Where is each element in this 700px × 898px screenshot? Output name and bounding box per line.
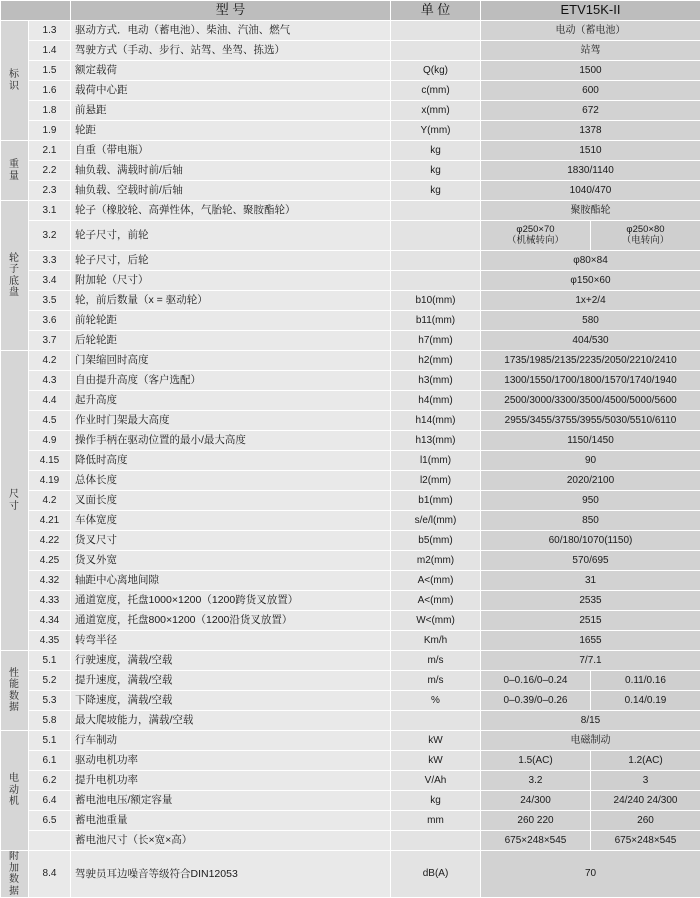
row-value-2: 0.14/0.19 [591,691,700,711]
table-row [1,81,700,101]
row-label: 作业时门架最大高度 [71,411,391,431]
row-value: 1830/1140 [481,161,700,181]
row-number: 1.9 [29,121,71,141]
table-row [1,791,700,811]
row-label: 轴负载、满载时前/后轴 [71,161,391,181]
row-number: 4.5 [29,411,71,431]
row-number: 1.4 [29,41,71,61]
row-unit: % [391,691,481,711]
header-blank [1,1,71,21]
row-number: 3.5 [29,291,71,311]
table-row [1,21,700,41]
table-row [1,161,700,181]
row-value: 1150/1450 [481,431,700,451]
table-row [1,311,700,331]
row-label: 行车制动 [71,731,391,751]
table-row [1,551,700,571]
row-label: 轮子尺寸，前轮 [71,221,391,251]
row-unit [391,41,481,61]
row-unit: l2(mm) [391,471,481,491]
row-number: 5.2 [29,671,71,691]
row-value-1: 24/300 [481,791,591,811]
row-number: 5.1 [29,651,71,671]
table-row [1,491,700,511]
row-unit: m2(mm) [391,551,481,571]
row-label: 轴负载、空载时前/后轴 [71,181,391,201]
table-row [1,631,700,651]
row-unit: m/s [391,671,481,691]
table-row [1,101,700,121]
row-value-2: φ250×80 （电转向） [591,221,700,251]
row-label: 车体宽度 [71,511,391,531]
row-number: 3.1 [29,201,71,221]
row-value-2: 24/240 24/300 [591,791,700,811]
row-number: 4.2 [29,491,71,511]
row-value-2: 675×248×545 [591,831,700,851]
row-number: 4.32 [29,571,71,591]
row-unit: Km/h [391,631,481,651]
row-label: 蓄电池电压/额定容量 [71,791,391,811]
row-label: 起升高度 [71,391,391,411]
row-number: 1.3 [29,21,71,41]
row-value-2: 260 [591,811,700,831]
row-unit: kg [391,141,481,161]
row-value: 聚胺酯轮 [481,201,700,221]
row-unit: dB(A) [391,851,481,898]
row-unit: V/Ah [391,771,481,791]
row-number: 4.2 [29,351,71,371]
row-value: 600 [481,81,700,101]
row-number: 4.35 [29,631,71,651]
row-value-1: 1.5(AC) [481,751,591,771]
row-value: 570/695 [481,551,700,571]
row-unit [391,251,481,271]
row-number: 4.9 [29,431,71,451]
row-value: 2500/3000/3300/3500/4500/5000/5600 [481,391,700,411]
row-label: 附加轮（尺寸） [71,271,391,291]
row-number: 2.2 [29,161,71,181]
row-label: 操作手柄在驱动位置的最小/最大高度 [71,431,391,451]
row-value: 1510 [481,141,700,161]
row-unit: A<(mm) [391,591,481,611]
row-unit: h7(mm) [391,331,481,351]
group-label: 标识 [1,21,29,141]
table-row [1,251,700,271]
table-row [1,471,700,491]
row-label: 驾驶员耳边噪音等级符合DIN12053 [71,851,391,898]
row-unit: b5(mm) [391,531,481,551]
row-number: 3.6 [29,311,71,331]
row-number: 2.3 [29,181,71,201]
table-row [1,351,700,371]
table-row [1,411,700,431]
row-number: 4.19 [29,471,71,491]
row-unit: h4(mm) [391,391,481,411]
row-label: 后轮轮距 [71,331,391,351]
row-number: 6.5 [29,811,71,831]
row-value-1: 0–0.16/0–0.24 [481,671,591,691]
table-row [1,751,700,771]
table-row [1,691,700,711]
row-value: 2955/3455/3755/3955/5030/5510/6110 [481,411,700,431]
row-unit: kg [391,161,481,181]
group-label: 附加数据 [1,851,29,898]
row-number: 6.4 [29,791,71,811]
row-value: 2535 [481,591,700,611]
row-label: 货叉尺寸 [71,531,391,551]
row-value: 1378 [481,121,700,141]
row-unit: kg [391,791,481,811]
row-label: 行驶速度，满载/空载 [71,651,391,671]
row-value: 7/7.1 [481,651,700,671]
row-number: 6.2 [29,771,71,791]
group-label: 电动机 [1,731,29,851]
row-value: 60/180/1070(1150) [481,531,700,551]
row-label: 蓄电池重量 [71,811,391,831]
row-label: 通道宽度，托盘800×1200（1200沿货叉放置） [71,611,391,631]
table-row [1,511,700,531]
header-unit-label: 单 位 [391,1,481,21]
row-value: φ150×60 [481,271,700,291]
row-label: 驱动方式．电动（蓄电池）、柴油、汽油、燃气 [71,21,391,41]
row-value: 1300/1550/1700/1800/1570/1740/1940 [481,371,700,391]
header-model-value: ETV15K-II [481,1,700,21]
row-number: 4.3 [29,371,71,391]
table-row [1,811,700,831]
row-unit: x(mm) [391,101,481,121]
row-unit: h13(mm) [391,431,481,451]
row-value-1: 0–0.39/0–0.26 [481,691,591,711]
row-unit: kg [391,181,481,201]
row-unit: m/s [391,651,481,671]
row-value: 1500 [481,61,700,81]
table-row [1,571,700,591]
row-label: 提升电机功率 [71,771,391,791]
row-unit: h2(mm) [391,351,481,371]
row-label: 轮子尺寸，后轮 [71,251,391,271]
table-row [1,731,700,751]
table-row [1,451,700,471]
row-number: 3.4 [29,271,71,291]
table-row [1,41,700,61]
row-label: 轮距 [71,121,391,141]
row-value: 950 [481,491,700,511]
row-number: 4.34 [29,611,71,631]
row-number: 3.3 [29,251,71,271]
row-value: 1735/1985/2135/2235/2050/2210/2410 [481,351,700,371]
row-value: 8/15 [481,711,700,731]
row-unit: mm [391,811,481,831]
row-value: 580 [481,311,700,331]
row-label: 货叉外宽 [71,551,391,571]
row-value: 672 [481,101,700,121]
table-row [1,181,700,201]
row-value-1: φ250×70 （机械转向） [481,221,591,251]
row-number: 6.1 [29,751,71,771]
row-label: 驾驶方式（手动、步行、站驾、坐驾、拣选） [71,41,391,61]
row-number: 3.7 [29,331,71,351]
row-unit: b1(mm) [391,491,481,511]
row-number: 5.1 [29,731,71,751]
row-unit [391,271,481,291]
table-row [1,271,700,291]
row-number: 4.33 [29,591,71,611]
row-label: 自重（带电瓶） [71,141,391,161]
row-unit: h14(mm) [391,411,481,431]
row-value-1: 3.2 [481,771,591,791]
table-row [1,61,700,81]
row-unit: b10(mm) [391,291,481,311]
row-unit [391,221,481,251]
row-label: 提升速度，满载/空载 [71,671,391,691]
row-value-2: 0.11/0.16 [591,671,700,691]
row-label: 蓄电池尺寸（长×宽×高） [71,831,391,851]
row-number: 4.22 [29,531,71,551]
table-row [1,141,700,161]
row-label: 载荷中心距 [71,81,391,101]
row-unit: l1(mm) [391,451,481,471]
row-number: 5.8 [29,711,71,731]
row-value: 2515 [481,611,700,631]
table-row [1,221,700,251]
table-row [1,771,700,791]
row-unit: Y(mm) [391,121,481,141]
table-row [1,121,700,141]
row-label: 额定载荷 [71,61,391,81]
row-unit: kW [391,751,481,771]
row-number: 4.21 [29,511,71,531]
group-label: 性能数据 [1,651,29,731]
row-unit [391,711,481,731]
table-row [1,671,700,691]
row-value: 2020/2100 [481,471,700,491]
table-row [1,831,700,851]
header-model-label: 型 号 [71,1,391,21]
row-value: 90 [481,451,700,471]
table-row [1,531,700,551]
row-value: 1655 [481,631,700,651]
row-number: 8.4 [29,851,71,898]
row-number: 1.5 [29,61,71,81]
row-value-1: 260 220 [481,811,591,831]
row-unit: kW [391,731,481,751]
row-value-2: 3 [591,771,700,791]
row-unit: W<(mm) [391,611,481,631]
row-label: 下降速度，满载/空载 [71,691,391,711]
table-row [1,291,700,311]
row-value: 电磁制动 [481,731,700,751]
row-label: 轴距中心离地间隙 [71,571,391,591]
table-row [1,611,700,631]
row-unit [391,831,481,851]
table-row [1,651,700,671]
row-number: 1.8 [29,101,71,121]
row-label: 驱动电机功率 [71,751,391,771]
table-row [1,391,700,411]
row-value: 850 [481,511,700,531]
row-unit: A<(mm) [391,571,481,591]
table-row [1,711,700,731]
row-value-2: 1.2(AC) [591,751,700,771]
table-row [1,371,700,391]
row-unit: c(mm) [391,81,481,101]
row-number: 5.3 [29,691,71,711]
group-label: 重量 [1,141,29,201]
row-value: 电动（蓄电池） [481,21,700,41]
row-value: φ80×84 [481,251,700,271]
row-label: 降低时高度 [71,451,391,471]
group-label: 尺 寸 [1,351,29,651]
table-header-row [1,1,700,21]
row-label: 转弯半径 [71,631,391,651]
row-unit: Q(kg) [391,61,481,81]
row-label: 前悬距 [71,101,391,121]
table-row [1,201,700,221]
row-value-1: 675×248×545 [481,831,591,851]
row-number: 3.2 [29,221,71,251]
row-label: 轮，前后数量（x = 驱动轮） [71,291,391,311]
row-label: 门架缩回时高度 [71,351,391,371]
row-value: 1040/470 [481,181,700,201]
row-value: 站驾 [481,41,700,61]
row-value: 31 [481,571,700,591]
row-label: 轮子（橡胶轮、高弹性体，气胎轮、聚胺酯轮） [71,201,391,221]
row-label: 最大爬坡能力，满载/空载 [71,711,391,731]
row-number: 4.4 [29,391,71,411]
row-number: 1.6 [29,81,71,101]
row-value: 70 [481,851,700,898]
table-row [1,431,700,451]
row-label: 前轮轮距 [71,311,391,331]
row-unit: b11(mm) [391,311,481,331]
row-label: 叉面长度 [71,491,391,511]
row-unit: h3(mm) [391,371,481,391]
row-label: 总体长度 [71,471,391,491]
row-number: 4.25 [29,551,71,571]
group-label: 轮子底盘 [1,201,29,351]
row-unit [391,21,481,41]
row-number [29,831,71,851]
row-unit [391,201,481,221]
row-value: 404/530 [481,331,700,351]
row-value: 1x+2/4 [481,291,700,311]
table-row [1,331,700,351]
row-unit: s/e/l(mm) [391,511,481,531]
row-label: 通道宽度，托盘1000×1200（1200跨货叉放置） [71,591,391,611]
table-row [1,591,700,611]
table-row [1,851,700,898]
row-number: 2.1 [29,141,71,161]
row-label: 自由提升高度（客户选配） [71,371,391,391]
row-number: 4.15 [29,451,71,471]
